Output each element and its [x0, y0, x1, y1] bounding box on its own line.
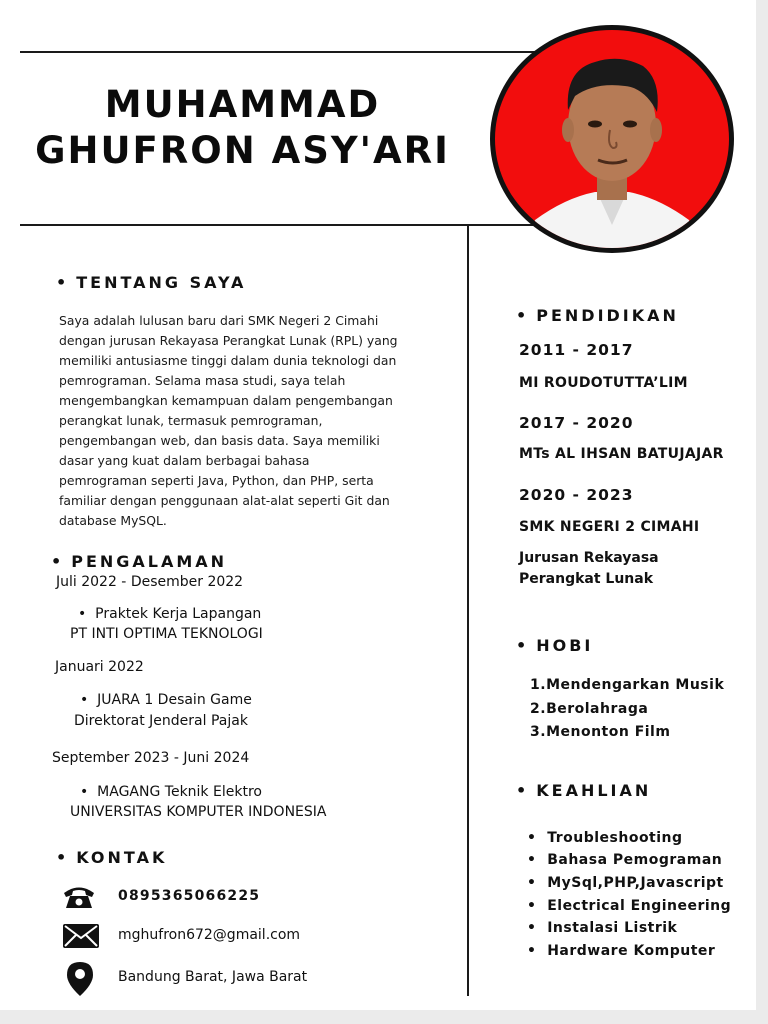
- hobby-item: 3.Menonton Film: [530, 724, 671, 740]
- hobby-item: 2.Berolahraga: [530, 701, 649, 717]
- hobbies-heading: • HOBI: [516, 636, 594, 655]
- experience-org: UNIVERSITAS KOMPUTER INDONESIA: [70, 804, 327, 820]
- phone-icon: [62, 884, 96, 910]
- experience-role: • MAGANG Teknik Elektro: [80, 784, 262, 800]
- experience-period: Juli 2022 - Desember 2022: [56, 574, 244, 590]
- experience-org: Direktorat Jenderal Pajak: [74, 713, 248, 729]
- education-school: MI ROUDOTUTTA’LIM: [519, 375, 688, 391]
- experience-role: • JUARA 1 Desain Game: [80, 692, 252, 708]
- experience-heading: • PENGALAMAN: [51, 552, 228, 571]
- header-bottom-rule: [20, 224, 560, 226]
- skill-item: • MySql,PHP,Javascript: [527, 875, 724, 891]
- mail-icon: [63, 924, 99, 948]
- education-school: SMK NEGERI 2 CIMAHI: [519, 519, 700, 535]
- about-text: Saya adalah lulusan baru dari SMK Negeri 2 Cimahi dengan jurusan Rekayasa Perangkat Lunak (RPL) yang memiliki antusiasme tinggi dalam dunia teknologi dan pemrograman. Selama masa studi, saya telah mengembangkan kemampuan dalam pengembangan perangkat lunak, termasuk pemrograman, pengembangan web, dan basis data. Saya memiliki dasar yang kuat dalam berbagai bahasa pemrograman seperti Java, Python, dan PHP, serta familiar dengan penggunaan alat-alat seperti Git dan database MySQL.: [59, 313, 398, 528]
- address: Bandung Barat, Jawa Barat: [118, 969, 308, 985]
- column-divider: [467, 224, 469, 996]
- header-top-rule: [20, 51, 540, 53]
- education-heading: • PENDIDIKAN: [516, 306, 679, 325]
- education-years: 2020 - 2023: [519, 486, 634, 504]
- education-major: Jurusan Rekayasa Perangkat Lunak: [519, 550, 659, 587]
- contact-heading: • KONTAK: [56, 848, 168, 867]
- name-line-1: MUHAMMAD: [104, 83, 381, 126]
- experience-role: • Praktek Kerja Lapangan: [78, 606, 262, 622]
- skill-item: • Electrical Engineering: [527, 898, 732, 914]
- about-heading: • TENTANG SAYA: [56, 273, 247, 292]
- education-school: MTs AL IHSAN BATUJAJAR: [519, 446, 724, 462]
- page-title: [20, 82, 465, 174]
- skills-heading: • KEAHLIAN: [516, 781, 652, 800]
- experience-org: PT INTI OPTIMA TEKNOLOGI: [70, 626, 263, 642]
- skill-item: • Hardware Komputer: [527, 943, 716, 959]
- education-years: 2017 - 2020: [519, 414, 634, 432]
- skill-item: • Instalasi Listrik: [527, 920, 678, 936]
- name-line-2: GHUFRON ASY'ARI: [35, 129, 450, 172]
- person-illustration: [495, 30, 729, 248]
- skill-item: • Troubleshooting: [527, 830, 683, 846]
- experience-period: Januari 2022: [55, 659, 144, 675]
- location-pin-icon: [67, 962, 93, 996]
- profile-photo: [490, 25, 734, 253]
- skill-item: • Bahasa Pemograman: [527, 852, 723, 868]
- experience-period: September 2023 - Juni 2024: [52, 750, 250, 766]
- email-address[interactable]: mghufron672@gmail.com: [118, 927, 301, 943]
- phone-number[interactable]: 0895365066225: [118, 888, 261, 904]
- education-years: 2011 - 2017: [519, 341, 634, 359]
- hobby-item: 1.Mendengarkan Musik: [530, 677, 725, 693]
